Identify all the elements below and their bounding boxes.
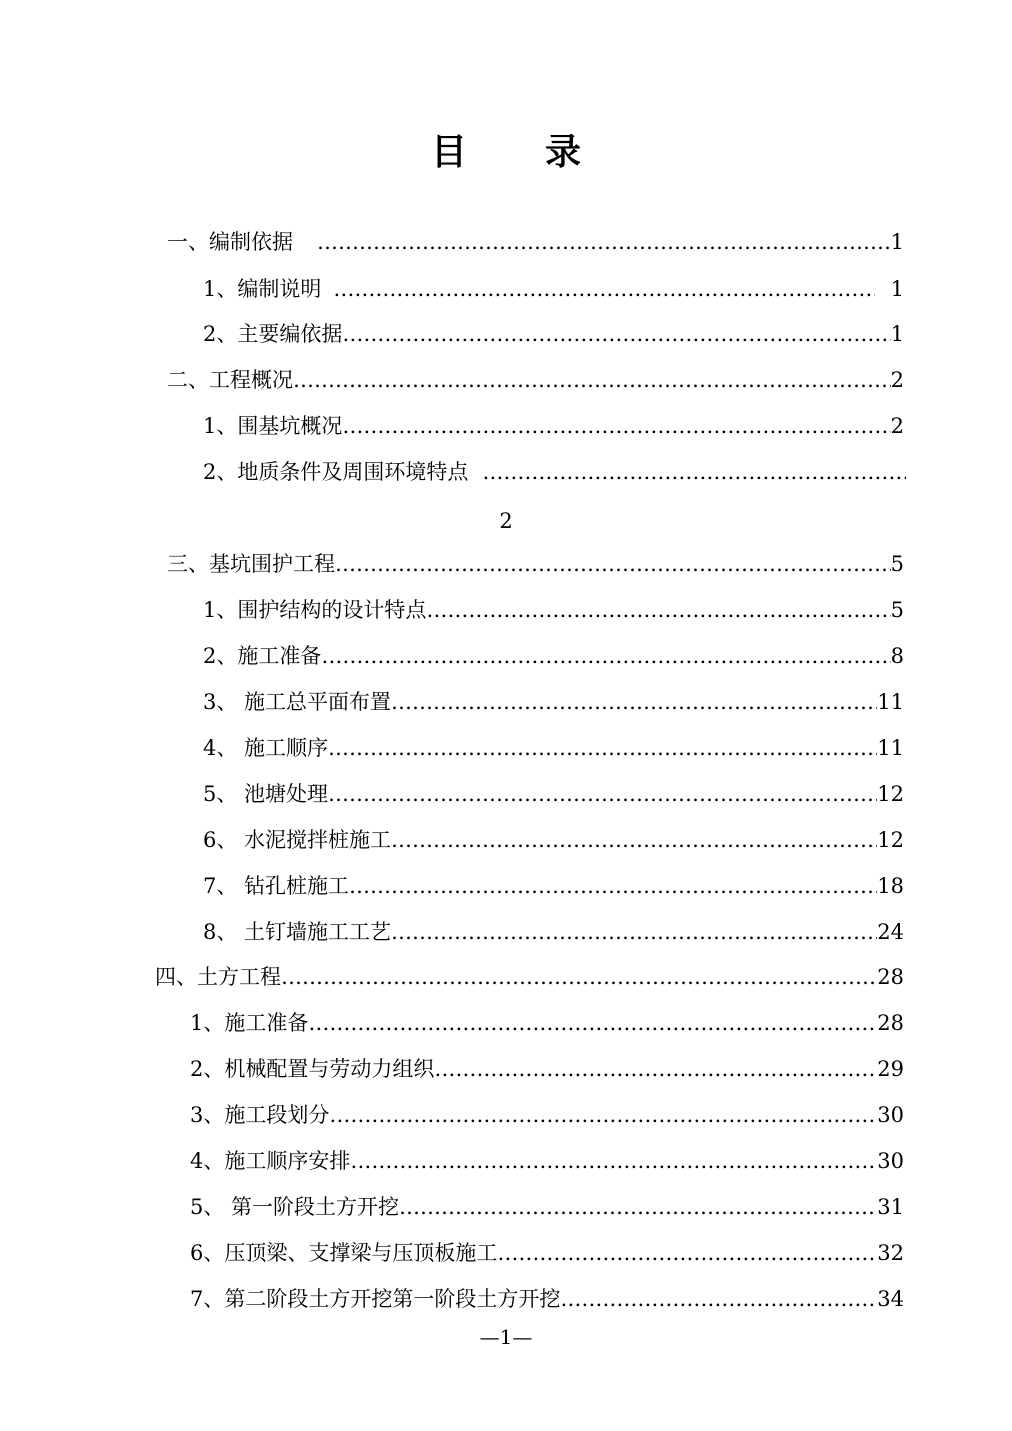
toc-entry-label: 2、主要编依据	[203, 322, 343, 346]
dot-leader	[328, 779, 877, 809]
page-title	[0, 124, 1012, 175]
toc-entry-page: 30	[877, 1103, 904, 1127]
toc-entry-page: 11	[877, 736, 904, 760]
toc-entry-page: 28	[877, 965, 904, 989]
toc-entry-page: 1	[890, 322, 904, 346]
toc-entry[interactable]	[155, 962, 904, 992]
toc-wrapped-page-number: 2	[499, 509, 513, 533]
toc-entry[interactable]	[190, 1146, 904, 1176]
dot-leader	[482, 457, 906, 487]
dot-leader	[342, 319, 890, 349]
toc-entry-page: 31	[877, 1195, 904, 1219]
toc-entry-label: 7、第二阶段土方开挖第一阶段土方开挖	[190, 1287, 561, 1311]
page-footer-number: —1—	[479, 1325, 533, 1349]
toc-entry-page: 12	[877, 828, 904, 852]
dot-leader	[560, 1284, 877, 1314]
toc-entry-label: 3、施工段划分	[190, 1103, 330, 1127]
toc-entry-page: 34	[877, 1287, 904, 1311]
toc-entry-page: 32	[877, 1241, 904, 1265]
toc-entry-page: 24	[877, 920, 904, 944]
dot-leader	[317, 227, 891, 257]
dot-leader	[497, 1238, 877, 1268]
toc-entry-label: 6、 水泥搅拌桩施工	[203, 828, 392, 852]
toc-entry-label: 5、 池塘处理	[203, 782, 329, 806]
toc-entry-label: 8、 土钉墙施工工艺	[203, 920, 392, 944]
toc-entry-label: 2、地质条件及周围环境特点	[203, 460, 469, 484]
toc-entry[interactable]	[203, 595, 904, 625]
dot-leader	[391, 687, 877, 717]
toc-entry-label: 三、基坑围护工程	[167, 552, 335, 576]
toc-entry[interactable]	[203, 641, 904, 671]
toc-entry[interactable]	[203, 917, 904, 947]
toc-entry-label: 四、土方工程	[155, 965, 281, 989]
toc-entry-page: 8	[890, 644, 904, 668]
toc-entry[interactable]	[203, 457, 906, 487]
toc-entry-label: 二、工程概况	[167, 368, 293, 392]
toc-entry[interactable]	[190, 1054, 904, 1084]
dot-leader	[335, 549, 891, 579]
toc-entry-page: 2	[890, 368, 904, 392]
dot-leader	[293, 365, 891, 395]
toc-entry-label: 6、压顶梁、支撑梁与压顶板施工	[190, 1241, 498, 1265]
dot-leader	[349, 871, 877, 901]
toc-entry[interactable]	[190, 1284, 904, 1314]
toc-entry[interactable]	[203, 733, 904, 763]
toc-entry-label: 一、编制依据	[167, 230, 293, 254]
toc-entry-page: 28	[877, 1011, 904, 1035]
toc-entry-label: 2、机械配置与劳动力组织	[190, 1057, 435, 1081]
title-char-1: 目	[430, 132, 467, 173]
toc-entry-label: 4、施工顺序安排	[190, 1149, 351, 1173]
dot-leader	[328, 733, 877, 763]
dot-leader	[391, 825, 877, 855]
dot-leader	[391, 917, 877, 947]
toc-entry-page: 18	[877, 874, 904, 898]
toc-entry[interactable]	[203, 687, 904, 717]
dot-leader	[308, 1008, 877, 1038]
toc-entry-page: 5	[890, 552, 904, 576]
toc-entry[interactable]	[203, 274, 904, 304]
dot-leader	[342, 411, 890, 441]
dot-leader	[329, 1100, 877, 1130]
toc-entry[interactable]	[167, 227, 904, 257]
toc-entry-page: 1	[890, 230, 904, 254]
dot-leader	[350, 1146, 877, 1176]
toc-entry-label: 1、围基坑概况	[203, 414, 343, 438]
toc-entry[interactable]	[167, 365, 904, 395]
title-char-2: 录	[545, 132, 582, 173]
toc-entry-label: 5、 第一阶段土方开挖	[190, 1195, 400, 1219]
toc-entry-page: 5	[890, 598, 904, 622]
toc-entry[interactable]	[203, 411, 904, 441]
dot-leader	[333, 274, 874, 304]
toc-entry-label: 1、围护结构的设计特点	[203, 598, 427, 622]
toc-entry[interactable]	[190, 1238, 904, 1268]
dot-leader	[426, 595, 890, 625]
toc-entry[interactable]	[190, 1100, 904, 1130]
toc-entry[interactable]	[167, 549, 904, 579]
toc-entry-page: 30	[877, 1149, 904, 1173]
toc-entry-page: 11	[877, 690, 904, 714]
toc-entry-label: 1、施工准备	[190, 1011, 309, 1035]
toc-entry[interactable]	[190, 1008, 904, 1038]
dot-leader	[434, 1054, 877, 1084]
toc-entry[interactable]	[203, 319, 904, 349]
toc-entry-page: 1	[890, 277, 904, 301]
toc-entry-label: 4、 施工顺序	[203, 736, 329, 760]
toc-entry[interactable]	[203, 779, 904, 809]
dot-leader	[321, 641, 890, 671]
toc-entry-label: 3、 施工总平面布置	[203, 690, 392, 714]
toc-entry-page: 29	[877, 1057, 904, 1081]
dot-leader	[399, 1192, 877, 1222]
toc-entry-label: 1、编制说明	[203, 277, 322, 301]
toc-entry[interactable]	[190, 1192, 904, 1222]
toc-entry-page: 2	[890, 414, 904, 438]
toc-entry-label: 2、施工准备	[203, 644, 322, 668]
dot-leader	[281, 962, 877, 992]
toc-entry-label: 7、 钻孔桩施工	[203, 874, 350, 898]
toc-entry-page: 12	[877, 782, 904, 806]
toc-entry[interactable]	[203, 825, 904, 855]
toc-entry[interactable]	[203, 871, 904, 901]
